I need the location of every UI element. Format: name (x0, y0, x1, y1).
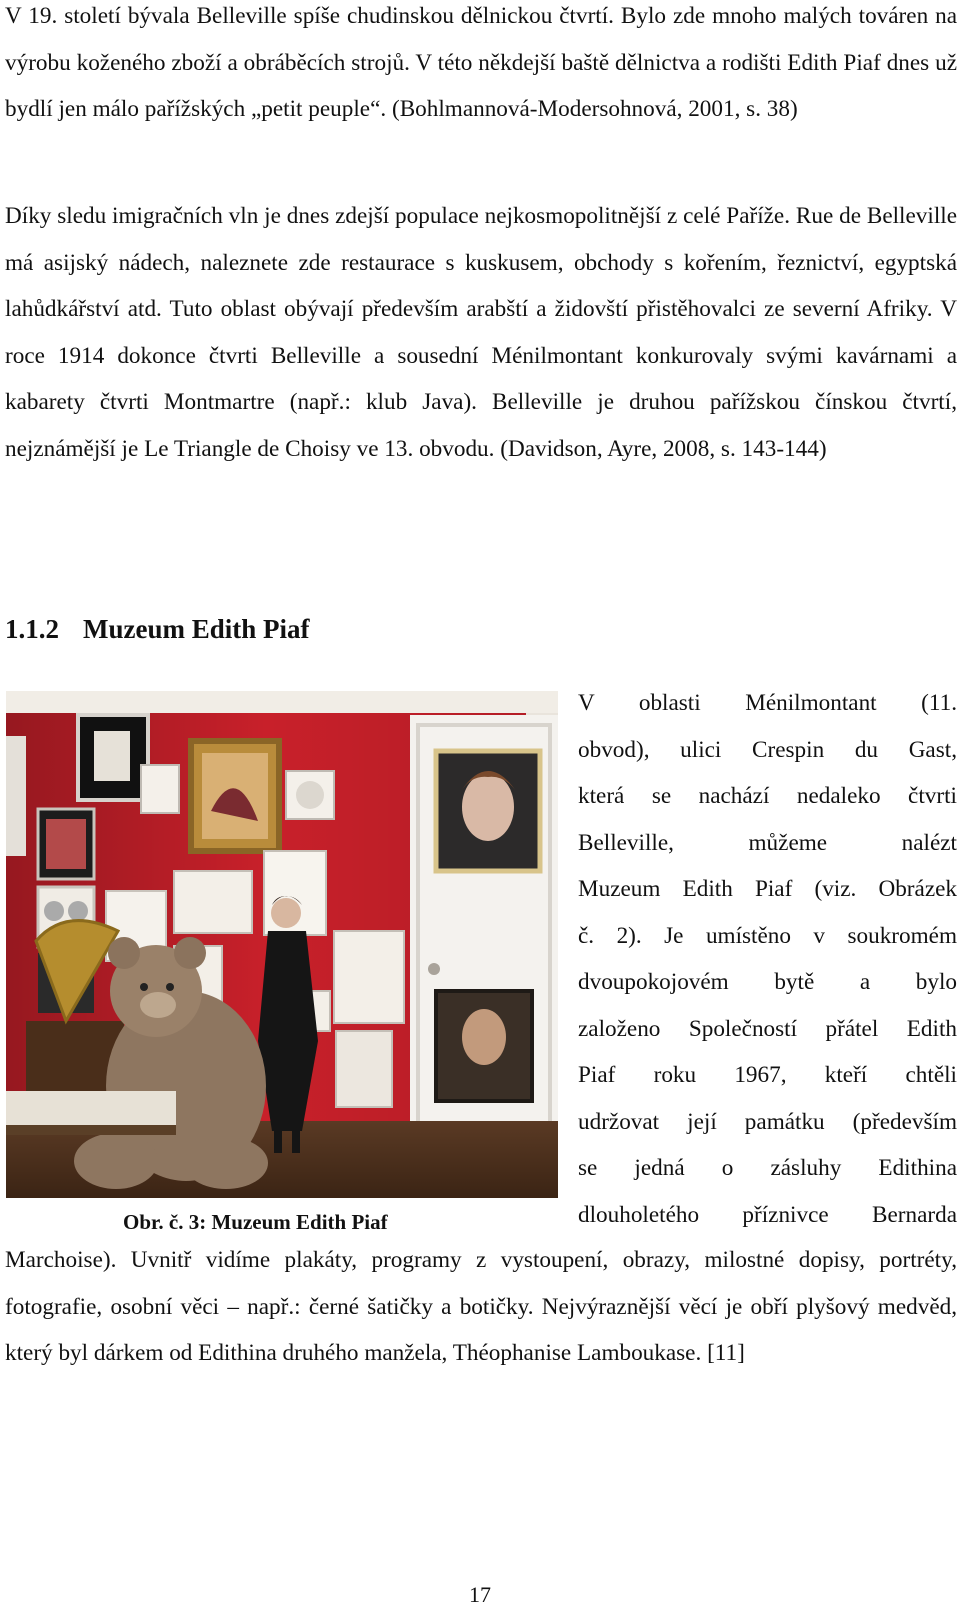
figure-caption: Obr. č. 3: Muzeum Edith Piaf (123, 1210, 388, 1234)
paragraph-belleville-immigration: Díky sledu imigračních vln je dnes zdejší populace nejkosmopolitnější z celé Paříže. Rue de Belleville má asijský nádech, naleznete zde restaurace s kuskusem, obchody s kořením, řeznictví, egyptská lahůdkářství atd. Tuto oblast obývají především arabští a židovští přistěhovalci ze severní Afriky. V roce 1914 dokonce čtvrti Belleville a sousední Ménilmontant konkurovaly svými kavárnami a kabarety čtvrti Montmartre (např.: klub Java). Belleville je druhou pařížskou čínskou čtvrtí, nejznámější je Le Triangle de Choisy ve 13. obvodu. (Davidson, Ayre, 2008, s. 143-144) (5, 203, 957, 462)
section-title: Muzeum Edith Piaf (83, 614, 310, 644)
museum-photo (6, 691, 558, 1198)
side-text-line: V oblasti Ménilmontant (11. (578, 690, 957, 716)
side-text-line: dlouholetého příznivce Bernarda (578, 1201, 957, 1228)
section-number: 1.1.2 (5, 614, 59, 644)
side-text-line: založeno Společností přátel Edith (578, 1015, 957, 1042)
side-text-line: č. 2). Je umístěno v soukromém (578, 922, 957, 949)
side-text-line: Piaf roku 1967, kteří chtěli (578, 1062, 957, 1088)
side-text-line: která se nachází nedaleko čtvrti (578, 783, 957, 809)
figure-side-text (578, 680, 957, 1238)
side-text-line: Belleville, můžeme nalézt (578, 829, 957, 856)
paragraph-belleville-history: V 19. století bývala Belleville spíše chudinskou dělnickou čtvrtí. Bylo zde mnoho malých továren na výrobu koženého zboží a obráběcích strojů. V této někdejší baště dělnictva a rodišti Edith Piaf dnes už bydlí jen málo pařížských „petit peuple“. (Bohlmannová-Modersohnová, 2001, s. 38) (5, 3, 957, 122)
side-text-line: se jedná o zásluhy Edithina (578, 1155, 957, 1181)
section-heading (5, 612, 310, 646)
side-text-line: dvoupokojovém bytě a bylo (578, 969, 957, 995)
paragraph-museum-contents: Marchoise). Uvnitř vidíme plakáty, programy z vystoupení, obrazy, milostné dopisy, portréty, fotografie, osobní věci – např.: černé šatičky a botičky. Nejvýraznější věcí je obří plyšový medvěd, který byl dárkem od Edithina druhého manžela, Théophanise Lamboukase. [11] (5, 1247, 957, 1366)
page-number: 17 (469, 1582, 491, 1607)
side-text-line: obvod), ulici Crespin du Gast, (578, 736, 957, 763)
side-text-line: Muzeum Edith Piaf (viz. Obrázek (578, 876, 957, 902)
side-text-line: udržovat její památku (především (578, 1108, 957, 1135)
